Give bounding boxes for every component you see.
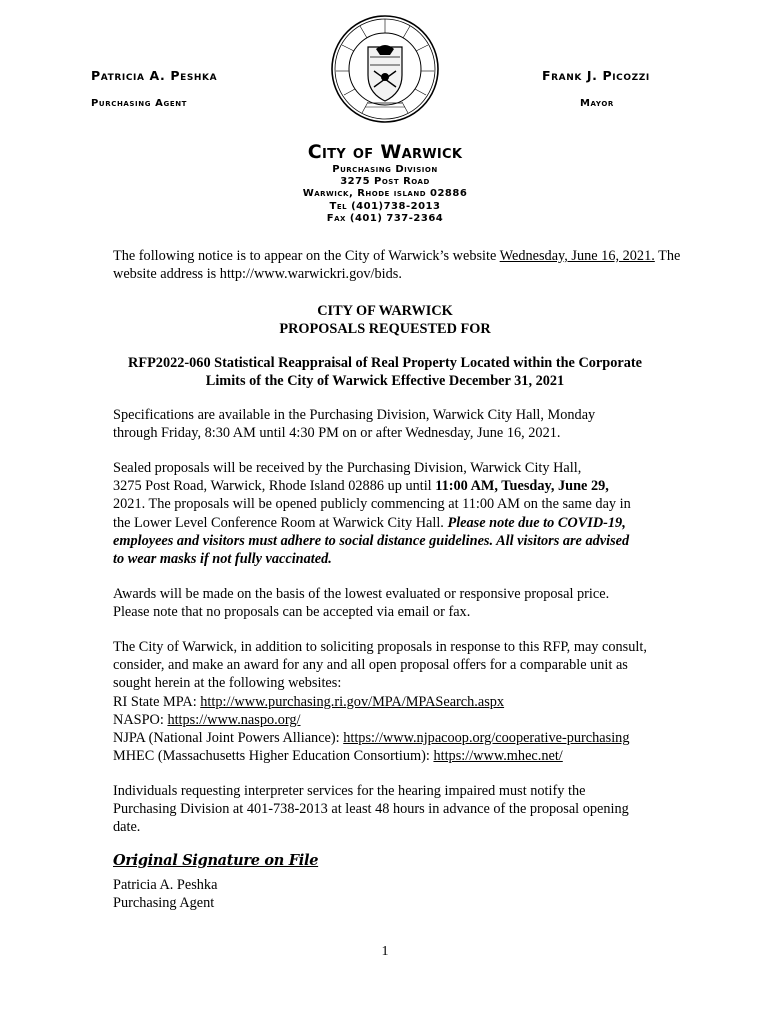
njpa-link[interactable]: https://www.njpacoop.org/cooperative-purchasing bbox=[343, 730, 630, 747]
signature-line: Original Signature on File bbox=[113, 852, 319, 869]
covid-notice: to wear masks if not fully vaccinated. bbox=[113, 551, 332, 568]
link-label: NASPO: bbox=[113, 711, 168, 728]
interp-line: date. bbox=[113, 819, 141, 836]
signer-block bbox=[113, 876, 693, 912]
intro-date: Wednesday, June 16, 2021. bbox=[499, 248, 655, 264]
naspo-link[interactable]: https://www.naspo.org/ bbox=[167, 711, 301, 728]
ri-mpa-link[interactable]: http://www.purchasing.ri.gov/MPA/MPASearch.aspx bbox=[200, 693, 505, 710]
address-block bbox=[0, 164, 770, 225]
purchasing-agent-name: Patricia A. Peshka bbox=[91, 68, 218, 83]
deadline-text: 11:00 AM, Tuesday, June 29, bbox=[435, 478, 609, 495]
rfp-title-line2: Limits of the City of Warwick Effective December 31, 2021 bbox=[205, 373, 565, 389]
awards-line: Awards will be made on the basis of the lowest evaluated or responsive proposal price. bbox=[113, 586, 610, 602]
interpreter-paragraph bbox=[113, 782, 693, 837]
interp-line: Individuals requesting interpreter services for the hearing impaired must notify the bbox=[113, 783, 586, 799]
intro-text: The following notice is to appear on the City of Warwick’s website bbox=[113, 248, 500, 264]
division-line: Purchasing Division bbox=[332, 164, 438, 175]
page-number: 1 bbox=[381, 944, 389, 959]
specifications-paragraph bbox=[113, 406, 693, 442]
link-label: NJPA (National Joint Powers Alliance): bbox=[113, 730, 344, 747]
intro-paragraph bbox=[113, 247, 693, 283]
tel-line: Tel (401)738-2013 bbox=[329, 200, 441, 212]
awards-line: Please note that no proposals can be accepted via email or fax. bbox=[113, 604, 471, 621]
intro-website: The website address is http://www.warwickri.gov/bids. bbox=[113, 248, 681, 283]
sealed-line bbox=[113, 550, 693, 568]
interp-line: Purchasing Division at 401-738-2013 at least 48 hours in advance of the proposal opening bbox=[113, 801, 629, 818]
coop-line: consider, and make an award for any and all open proposal offers for a comparable unit as bbox=[113, 657, 628, 674]
mayor-name: Frank J. Picozzi bbox=[542, 68, 650, 83]
coop-line: The City of Warwick, in addition to soliciting proposals in response to this RFP, may consult, bbox=[113, 639, 647, 655]
sealed-line bbox=[113, 532, 693, 550]
coop-line: sought herein at the following websites: bbox=[113, 675, 342, 692]
cooperative-paragraph bbox=[113, 638, 693, 765]
rfp-title-line1: RFP2022-060 Statistical Reappraisal of Real Property Located within the Corporate bbox=[128, 355, 642, 371]
spec-line: through Friday, 8:30 AM until 4:30 PM on or after Wednesday, June 16, 2021. bbox=[113, 425, 561, 442]
link-row-mhec bbox=[113, 747, 693, 765]
signer-name: Patricia A. Peshka bbox=[113, 877, 218, 893]
street-line: 3275 Post Road bbox=[340, 176, 430, 188]
link-label: MHEC (Massachusetts Higher Education Consortium): bbox=[113, 748, 434, 765]
title-city: CITY OF WARWICK bbox=[317, 303, 453, 319]
purchasing-agent-title: Purchasing Agent bbox=[91, 98, 188, 109]
sealed-line bbox=[113, 514, 693, 532]
fax-line: Fax (401) 737-2364 bbox=[326, 212, 444, 224]
link-label: RI State MPA: bbox=[113, 693, 201, 710]
link-row-ri-mpa bbox=[113, 693, 693, 711]
covid-notice: employees and visitors must adhere to social distance guidelines. All visitors are advised bbox=[113, 532, 630, 549]
sealed-proposals-paragraph bbox=[113, 459, 693, 568]
covid-notice: Please note due to COVID-19, bbox=[447, 514, 626, 531]
link-row-naspo bbox=[113, 711, 693, 729]
sealed-line: 2021. The proposals will be opened publicly commencing at 11:00 AM on the same day in bbox=[113, 496, 631, 513]
mhec-link[interactable]: https://www.mhec.net/ bbox=[433, 748, 563, 765]
title-proposals: PROPOSALS REQUESTED FOR bbox=[279, 321, 491, 337]
spec-line: Specifications are available in the Purchasing Division, Warwick City Hall, Monday bbox=[113, 407, 596, 423]
awards-paragraph bbox=[113, 585, 693, 621]
signer-title: Purchasing Agent bbox=[113, 895, 215, 912]
city-title: City of Warwick bbox=[307, 141, 463, 163]
sealed-text: 3275 Post Road, Warwick, Rhode Island 02886 up until bbox=[113, 478, 436, 495]
sealed-line bbox=[113, 477, 693, 495]
city-state-line: Warwick, Rhode island 02886 bbox=[302, 188, 468, 200]
notice-title bbox=[0, 302, 770, 338]
rfp-title bbox=[0, 354, 770, 390]
sealed-line: Sealed proposals will be received by the Purchasing Division, Warwick City Hall, bbox=[113, 460, 582, 476]
city-seal-logo bbox=[330, 13, 440, 125]
mayor-title: Mayor bbox=[580, 98, 614, 109]
link-row-njpa bbox=[113, 729, 693, 747]
sealed-text: the Lower Level Conference Room at Warwick City Hall. bbox=[113, 514, 448, 531]
